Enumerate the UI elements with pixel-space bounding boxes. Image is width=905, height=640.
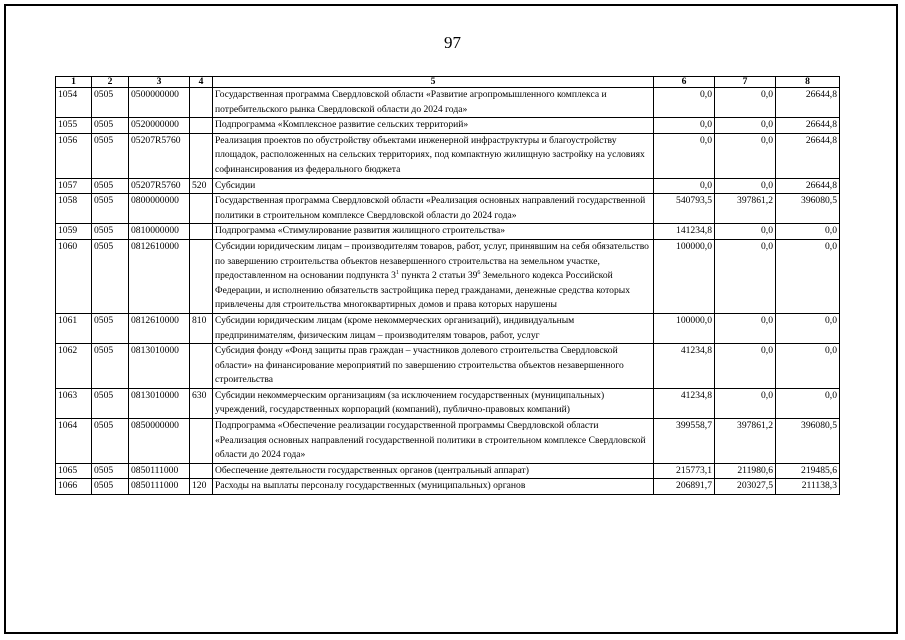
item-name: Обеспечение деятельности государственных органов (центральный аппарат)	[213, 463, 654, 479]
item-name: Государственная программа Свердловской области «Реализация основных направлений государственной политики в строительном комплексе Свердловской области до 2024 года»	[213, 194, 654, 224]
target-code: 0800000000	[129, 194, 190, 224]
amount-col6: 399558,7	[654, 419, 715, 464]
amount-col6: 0,0	[654, 88, 715, 118]
header-row	[56, 77, 840, 88]
row-number: 1060	[56, 239, 92, 313]
section-code: 0505	[92, 344, 129, 389]
amount-col6: 41234,8	[654, 388, 715, 418]
amount-col8: 396080,5	[776, 194, 840, 224]
amount-col8: 0,0	[776, 388, 840, 418]
row-number: 1059	[56, 224, 92, 240]
amount-col7: 0,0	[715, 118, 776, 134]
expense-type	[190, 194, 213, 224]
section-code: 0505	[92, 313, 129, 343]
section-code: 0505	[92, 224, 129, 240]
row-number: 1058	[56, 194, 92, 224]
col-header: 7	[715, 77, 776, 88]
item-name: Реализация проектов по обустройству объектами инженерной инфраструктуры и благоустройству площадок, расположенных на сельских территориях, под компактную жилищную застройку на условиях софинансирования из федерального бюджета	[213, 133, 654, 178]
target-code: 0850111000	[129, 479, 190, 495]
item-name: Субсидия фонду «Фонд защиты прав граждан – участников долевого строительства Свердловской области» на финансирование мероприятий по завершению строительства объектов незавершенного строительства	[213, 344, 654, 389]
budget-table	[55, 76, 840, 495]
target-code: 0810000000	[129, 224, 190, 240]
row-number: 1061	[56, 313, 92, 343]
expense-type	[190, 344, 213, 389]
amount-col7: 203027,5	[715, 479, 776, 495]
item-name-part: Субсидии юридическим лицам – производителям товаров, работ, услуг, принявшим на себя обязательство по завершению строительства объектов незавершенного строительства на земельном участке, предоставленном на основании подпункта 3	[215, 240, 649, 282]
amount-col6: 0,0	[654, 118, 715, 134]
target-code: 0520000000	[129, 118, 190, 134]
table-row	[56, 178, 840, 194]
expense-type	[190, 118, 213, 134]
amount-col6: 100000,0	[654, 239, 715, 313]
section-code: 0505	[92, 133, 129, 178]
item-name: Расходы на выплаты персоналу государственных (муниципальных) органов	[213, 479, 654, 495]
amount-col8: 396080,5	[776, 419, 840, 464]
table-row	[56, 88, 840, 118]
expense-type	[190, 419, 213, 464]
row-number: 1057	[56, 178, 92, 194]
expense-type	[190, 88, 213, 118]
table-row	[56, 419, 840, 464]
table-row	[56, 133, 840, 178]
target-code: 0500000000	[129, 88, 190, 118]
table-row	[56, 388, 840, 418]
target-code: 0850000000	[129, 419, 190, 464]
table-row	[56, 118, 840, 134]
target-code: 05207R5760	[129, 178, 190, 194]
row-number: 1062	[56, 344, 92, 389]
amount-col8: 219485,6	[776, 463, 840, 479]
item-name: Подпрограмма «Обеспечение реализации государственной программы Свердловской области «Реализация основных направлений государственной политики в строительном комплексе Свердловской области до 2024 года»	[213, 419, 654, 464]
row-number: 1056	[56, 133, 92, 178]
expense-type: 810	[190, 313, 213, 343]
amount-col7: 0,0	[715, 344, 776, 389]
target-code: 0850111000	[129, 463, 190, 479]
section-code: 0505	[92, 239, 129, 313]
amount-col6: 41234,8	[654, 344, 715, 389]
amount-col6: 0,0	[654, 133, 715, 178]
col-header: 1	[56, 77, 92, 88]
table-row	[56, 344, 840, 389]
item-name: Государственная программа Свердловской области «Развитие агропромышленного комплекса и потребительского рынка Свердловской области до 2024 года»	[213, 88, 654, 118]
amount-col7: 0,0	[715, 88, 776, 118]
item-name: Субсидии юридическим лицам (кроме некоммерческих организаций), индивидуальным предпринимателям, физическим лицам – производителям товаров, работ, услуг	[213, 313, 654, 343]
superscript: 1	[395, 269, 399, 276]
target-code: 0813010000	[129, 388, 190, 418]
amount-col6: 141234,8	[654, 224, 715, 240]
col-header: 5	[213, 77, 654, 88]
amount-col6: 0,0	[654, 178, 715, 194]
table-row	[56, 479, 840, 495]
expense-type	[190, 224, 213, 240]
col-header: 8	[776, 77, 840, 88]
amount-col8: 0,0	[776, 239, 840, 313]
col-header: 3	[129, 77, 190, 88]
row-number: 1065	[56, 463, 92, 479]
amount-col7: 211980,6	[715, 463, 776, 479]
item-name-part: пункта 2 статьи 39	[398, 270, 478, 282]
section-code: 0505	[92, 88, 129, 118]
section-code: 0505	[92, 194, 129, 224]
amount-col6: 215773,1	[654, 463, 715, 479]
section-code: 0505	[92, 118, 129, 134]
amount-col7: 0,0	[715, 178, 776, 194]
amount-col8: 26644,8	[776, 178, 840, 194]
target-code: 0813010000	[129, 344, 190, 389]
target-code: 05207R5760	[129, 133, 190, 178]
target-code: 0812610000	[129, 313, 190, 343]
col-header: 4	[190, 77, 213, 88]
expense-type: 630	[190, 388, 213, 418]
item-name-part: Земельного кодекса Российской Федерации, и исполнению обязательств застройщика перед гражданами, денежные средства которых привлечены для строительства многоквартирных домов и права которых нарушены	[215, 270, 631, 311]
section-code: 0505	[92, 388, 129, 418]
col-header: 2	[92, 77, 129, 88]
amount-col6: 100000,0	[654, 313, 715, 343]
amount-col7: 397861,2	[715, 194, 776, 224]
amount-col8: 26644,8	[776, 118, 840, 134]
amount-col7: 0,0	[715, 133, 776, 178]
amount-col7: 0,0	[715, 224, 776, 240]
section-code: 0505	[92, 479, 129, 495]
item-name: Подпрограмма «Комплексное развитие сельских территорий»	[213, 118, 654, 134]
row-number: 1066	[56, 479, 92, 495]
amount-col8: 211138,3	[776, 479, 840, 495]
amount-col7: 397861,2	[715, 419, 776, 464]
item-name: Подпрограмма «Стимулирование развития жилищного строительства»	[213, 224, 654, 240]
table-row	[56, 313, 840, 343]
amount-col8: 26644,8	[776, 133, 840, 178]
col-header: 6	[654, 77, 715, 88]
section-code: 0505	[92, 419, 129, 464]
row-number: 1054	[56, 88, 92, 118]
table-row	[56, 224, 840, 240]
item-name	[213, 239, 654, 313]
expense-type: 120	[190, 479, 213, 495]
expense-type	[190, 239, 213, 313]
amount-col8: 26644,8	[776, 88, 840, 118]
amount-col6: 206891,7	[654, 479, 715, 495]
page-number: 97	[444, 33, 461, 52]
section-code: 0505	[92, 178, 129, 194]
amount-col8: 0,0	[776, 224, 840, 240]
expense-type	[190, 133, 213, 178]
superscript: 6	[477, 269, 481, 276]
table-row	[56, 194, 840, 224]
target-code: 0812610000	[129, 239, 190, 313]
amount-col6: 540793,5	[654, 194, 715, 224]
row-number: 1064	[56, 419, 92, 464]
row-number: 1063	[56, 388, 92, 418]
row-number: 1055	[56, 118, 92, 134]
table-row	[56, 463, 840, 479]
item-name: Субсидии некоммерческим организациям (за исключением государственных (муниципальных) учреждений, государственных корпораций (компаний), публично-правовых компаний)	[213, 388, 654, 418]
expense-type	[190, 463, 213, 479]
amount-col7: 0,0	[715, 388, 776, 418]
table-row	[56, 239, 840, 313]
item-name: Субсидии	[213, 178, 654, 194]
section-code: 0505	[92, 463, 129, 479]
amount-col8: 0,0	[776, 313, 840, 343]
amount-col8: 0,0	[776, 344, 840, 389]
amount-col7: 0,0	[715, 239, 776, 313]
expense-type: 520	[190, 178, 213, 194]
amount-col7: 0,0	[715, 313, 776, 343]
